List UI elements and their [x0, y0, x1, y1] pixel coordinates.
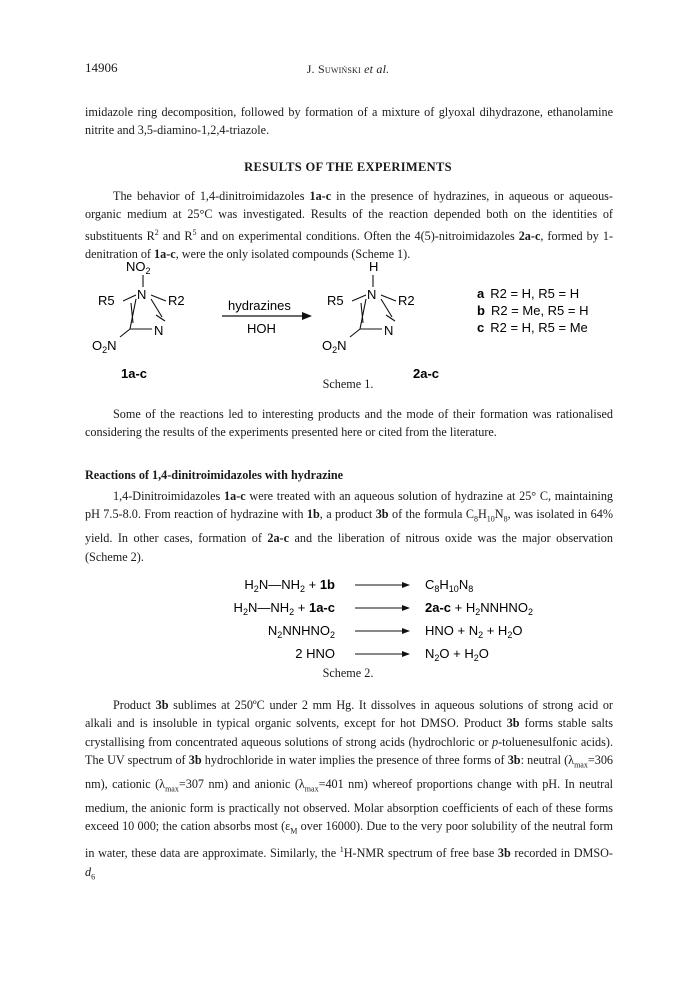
author-name: Suwiński [317, 62, 361, 76]
ring-n3-right: N [384, 323, 394, 338]
scheme-1-caption: Scheme 1. [322, 377, 374, 391]
ring-n1: N [137, 287, 147, 302]
paragraph-1: The behavior of 1,4-dinitroimidazoles 1a-c in the presence of hydrazines, in aqueous or aqueous-organic medium at 25°C was investigated. Results of the reaction depended both on the identities of substituents $R^2$ and $R^5$ and on experimental conditions. Often the 4(5)-nitroimidazoles 2a-c, formed by 1-denitration of 1a-c, were the only isolated compounds (Scheme 1). [85, 189, 614, 262]
compound-label-1a-c: 1a-c [121, 366, 148, 380]
compound-2a-c [322, 259, 439, 380]
page-number: 14906 [85, 60, 118, 75]
substituent-c: c R2 = H, R5 = Me [477, 320, 588, 335]
section-title: RESULTS OF THE EXPERIMENTS [244, 160, 452, 174]
scheme2-row4-lhs: 2 HNO [295, 646, 335, 661]
r5-label-right: R5 [327, 293, 344, 308]
r2-label: R2 [168, 293, 185, 308]
r2-label-right: R2 [398, 293, 415, 308]
scheme-1-figure [0, 255, 696, 380]
ring-n3: N [154, 323, 164, 338]
ring-n1-right: N [367, 287, 377, 302]
reagent-label: hydrazines [228, 298, 291, 313]
scheme2-row1-rhs: $C_8H_{10}N_8$ [425, 577, 474, 594]
scheme2-row1-lhs: $H_2N—NH_2 + 1b$ [244, 577, 335, 594]
paragraph-2: Some of the reactions led to interesting products and the mode of their formation was rationalised considering the results of the experiments presented here or cited from the literature. [85, 407, 613, 440]
compound-1a-c [92, 259, 185, 380]
scheme2-row4-rhs: $N_2O + H_2O$ [425, 646, 489, 663]
nitro-o2n-label-right: $O_2N$ [322, 338, 347, 355]
scheme2-row2-rhs: $2a-c + H_2NNHNO_2$ [425, 600, 533, 617]
nh-h-label: H [369, 259, 379, 274]
intro-paragraph: imidazole ring decomposition, followed by formation of a mixture of glyoxal dihydrazone, ethanolamine nitrite and 3,5-diamino-1,2,4-triazole. [85, 105, 613, 138]
author-initial: J. [306, 62, 318, 76]
running-header [0, 62, 696, 77]
paragraph-3: 1,4-Dinitroimidazoles 1a-c were treated with an aqueous solution of hydrazine at 25° C, maintaining pH 7.5-8.0. From reaction of hydrazine with 1b, a product 3b of the formula $C_8H_{10}N_8$, was isolated in 64% yield. In other cases, formation of 2a-c and the liberation of nitrous oxide was the major observation (Scheme 2). [85, 489, 614, 564]
substituent-list [477, 286, 589, 335]
paragraph-4: Product 3b sublimes at 250ºC under 2 mm Hg. It dissolves in aqueous solutions of strong acid or alkali and is insoluble in typical organic solvents, except for hot DMSO. Product 3b forms stable salts crystallising from concentrated aqueous solutions of strong acids (hydrochloric or p-toluenesulfonic acids). The UV spectrum of 3b hydrochloride in water implies the presence of three forms of 3b: neutral ($\lambda_{max}=306$ nm), cationic ($\lambda_{max}=307$ nm) and anionic ($\lambda_{max}=401$ nm) whereof proportions change with pH. In neutral medium, the anionic form is practically not observed. Molar absorption coefficients of each of these forms exceed 10 000; the cation absorbs most ($\varepsilon_M$ over 16000). Due to the very poor solubility of the neutral form in water, these data are approximate. Similarly, the $^1$H-NMR spectrum of free base 3b recorded in DMSO-$d_6$ [85, 698, 614, 882]
scheme2-row2-lhs: $H_2N—NH_2 + 1a-c$ [233, 600, 335, 617]
subsection-heading: Reactions of 1,4-dinitroimidazoles with hydrazine [85, 468, 344, 482]
author-suffix: et al. [360, 62, 390, 76]
scheme-2-caption: Scheme 2. [322, 666, 374, 680]
substituent-a: a R2 = H, R5 = H [477, 286, 580, 301]
nitro-group-label: $NO_2$ [126, 259, 151, 276]
compound-label-2a-c: 2a-c [413, 366, 440, 380]
scheme2-row3-rhs: HNO + $N_2 + H_2O$ [425, 623, 523, 640]
nitro-o2n-label: $O_2N$ [92, 338, 117, 355]
solvent-label: HOH [247, 321, 276, 336]
substituent-b: b R2 = Me, R5 = H [477, 303, 589, 318]
scheme2-row3-lhs: $N_2NNHNO_2$ [267, 623, 335, 640]
reaction-arrow [222, 298, 312, 336]
r5-label: R5 [98, 293, 115, 308]
